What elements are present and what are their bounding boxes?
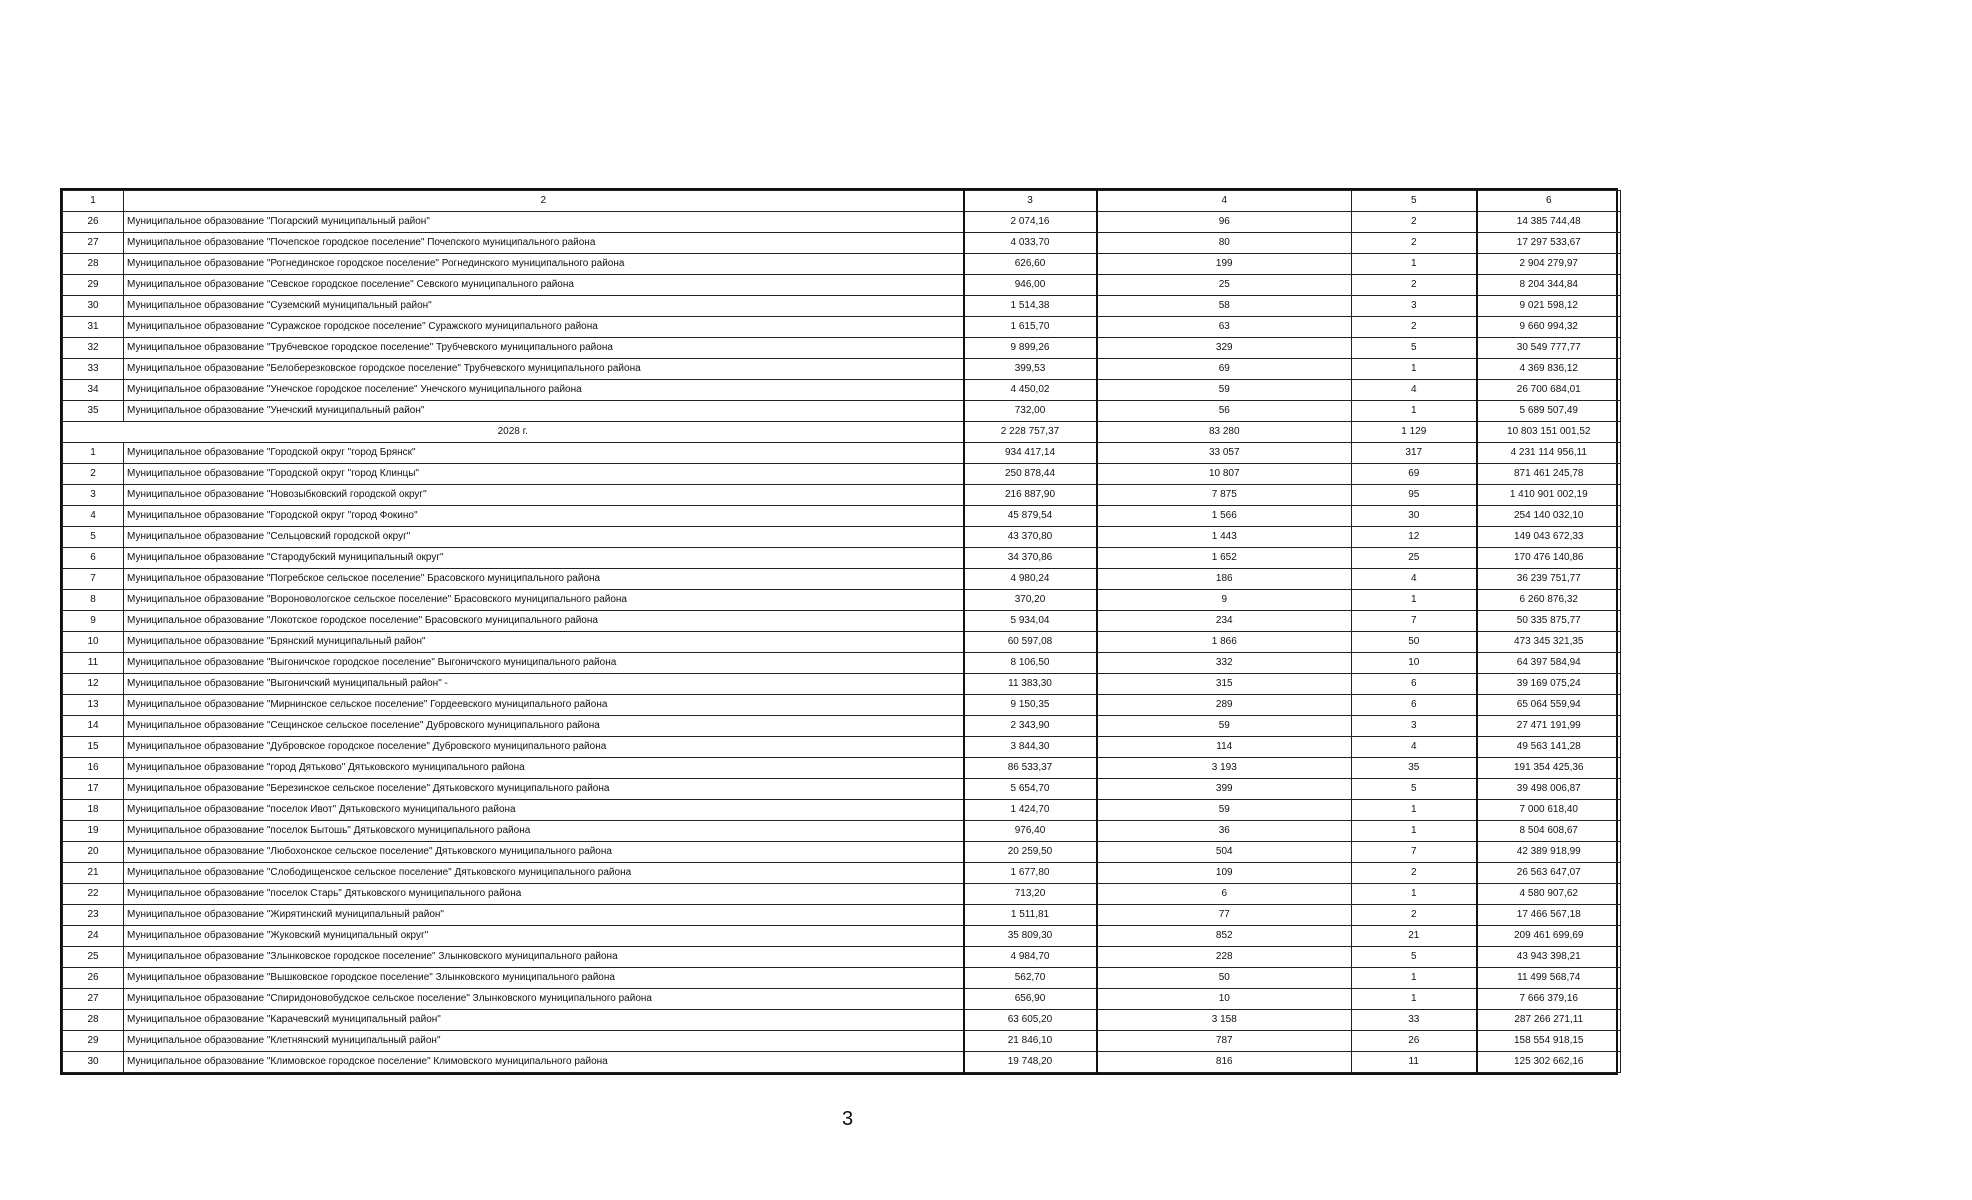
column-5-cell: 4 bbox=[1352, 380, 1477, 401]
municipality-name-cell: Муниципальное образование "Жирятинский муниципальный район" bbox=[124, 905, 964, 926]
column-6-cell: 254 140 032,10 bbox=[1477, 506, 1621, 527]
column-6-cell: 8 504 608,67 bbox=[1477, 821, 1621, 842]
column-3-cell: 370,20 bbox=[964, 590, 1097, 611]
column-5-cell: 11 bbox=[1352, 1052, 1477, 1073]
column-3-cell: 19 748,20 bbox=[964, 1052, 1097, 1073]
municipality-name-cell: Муниципальное образование "Почепское городское поселение" Почепского муниципального района bbox=[124, 233, 964, 254]
column-3-cell: 732,00 bbox=[964, 401, 1097, 422]
municipality-name-cell: Муниципальное образование "Погарский муниципальный район" bbox=[124, 212, 964, 233]
column-header: 3 bbox=[964, 191, 1097, 212]
column-5-cell: 95 bbox=[1352, 485, 1477, 506]
column-4-cell: 50 bbox=[1097, 968, 1352, 989]
row-number-cell: 20 bbox=[63, 842, 124, 863]
column-5-cell: 50 bbox=[1352, 632, 1477, 653]
row-number-cell: 9 bbox=[63, 611, 124, 632]
year-total-column-3: 2 228 757,37 bbox=[964, 422, 1097, 443]
column-header: 6 bbox=[1477, 191, 1621, 212]
column-6-cell: 17 297 533,67 bbox=[1477, 233, 1621, 254]
column-3-cell: 934 417,14 bbox=[964, 443, 1097, 464]
row-number-cell: 34 bbox=[63, 380, 124, 401]
column-5-cell: 1 bbox=[1352, 968, 1477, 989]
column-3-cell: 562,70 bbox=[964, 968, 1097, 989]
year-label-cell: 2028 г. bbox=[63, 422, 964, 443]
column-5-cell: 26 bbox=[1352, 1031, 1477, 1052]
column-4-cell: 234 bbox=[1097, 611, 1352, 632]
table-row bbox=[63, 884, 1621, 905]
table-row bbox=[63, 212, 1621, 233]
column-6-cell: 36 239 751,77 bbox=[1477, 569, 1621, 590]
column-3-cell: 21 846,10 bbox=[964, 1031, 1097, 1052]
column-5-cell: 3 bbox=[1352, 716, 1477, 737]
table-row bbox=[63, 380, 1621, 401]
table-row bbox=[63, 695, 1621, 716]
column-6-cell: 7 000 618,40 bbox=[1477, 800, 1621, 821]
column-4-cell: 1 443 bbox=[1097, 527, 1352, 548]
column-4-cell: 3 193 bbox=[1097, 758, 1352, 779]
municipality-name-cell: Муниципальное образование "Суземский муниципальный район" bbox=[124, 296, 964, 317]
column-4-cell: 58 bbox=[1097, 296, 1352, 317]
column-5-cell: 2 bbox=[1352, 905, 1477, 926]
column-5-cell: 5 bbox=[1352, 779, 1477, 800]
column-3-cell: 4 980,24 bbox=[964, 569, 1097, 590]
column-4-cell: 114 bbox=[1097, 737, 1352, 758]
column-5-cell: 1 bbox=[1352, 590, 1477, 611]
column-3-cell: 216 887,90 bbox=[964, 485, 1097, 506]
column-4-cell: 315 bbox=[1097, 674, 1352, 695]
table-row bbox=[63, 737, 1621, 758]
column-4-cell: 59 bbox=[1097, 716, 1352, 737]
table-row bbox=[63, 233, 1621, 254]
table-row bbox=[63, 443, 1621, 464]
column-4-cell: 332 bbox=[1097, 653, 1352, 674]
row-number-cell: 10 bbox=[63, 632, 124, 653]
column-5-cell: 1 bbox=[1352, 884, 1477, 905]
column-6-cell: 43 943 398,21 bbox=[1477, 947, 1621, 968]
municipality-name-cell: Муниципальное образование "Мирнинское сельское поселение" Гордеевского муниципального района bbox=[124, 695, 964, 716]
column-6-cell: 149 043 672,33 bbox=[1477, 527, 1621, 548]
column-6-cell: 4 369 836,12 bbox=[1477, 359, 1621, 380]
column-4-cell: 10 807 bbox=[1097, 464, 1352, 485]
column-4-cell: 7 875 bbox=[1097, 485, 1352, 506]
table-row bbox=[63, 569, 1621, 590]
column-header: 4 bbox=[1097, 191, 1352, 212]
column-3-cell: 86 533,37 bbox=[964, 758, 1097, 779]
column-5-cell: 1 bbox=[1352, 800, 1477, 821]
column-6-cell: 11 499 568,74 bbox=[1477, 968, 1621, 989]
column-4-cell: 329 bbox=[1097, 338, 1352, 359]
column-6-cell: 8 204 344,84 bbox=[1477, 275, 1621, 296]
row-number-cell: 16 bbox=[63, 758, 124, 779]
table-row bbox=[63, 968, 1621, 989]
column-6-cell: 191 354 425,36 bbox=[1477, 758, 1621, 779]
column-4-cell: 399 bbox=[1097, 779, 1352, 800]
table-row bbox=[63, 464, 1621, 485]
municipality-name-cell: Муниципальное образование "Спиридоновобудское сельское поселение" Злынковского муниципального района bbox=[124, 989, 964, 1010]
column-3-cell: 11 383,30 bbox=[964, 674, 1097, 695]
column-6-cell: 473 345 321,35 bbox=[1477, 632, 1621, 653]
row-number-cell: 26 bbox=[63, 212, 124, 233]
column-5-cell: 5 bbox=[1352, 947, 1477, 968]
column-4-cell: 816 bbox=[1097, 1052, 1352, 1073]
municipality-name-cell: Муниципальное образование "город Дятьково" Дятьковского муниципального района bbox=[124, 758, 964, 779]
municipality-name-cell: Муниципальное образование "Унечское городское поселение" Унечского муниципального района bbox=[124, 380, 964, 401]
table-row bbox=[63, 485, 1621, 506]
column-6-cell: 9 660 994,32 bbox=[1477, 317, 1621, 338]
municipality-name-cell: Муниципальное образование "Городской округ "город Клинцы" bbox=[124, 464, 964, 485]
column-3-cell: 3 844,30 bbox=[964, 737, 1097, 758]
column-4-cell: 69 bbox=[1097, 359, 1352, 380]
table-row bbox=[63, 821, 1621, 842]
column-3-cell: 1 615,70 bbox=[964, 317, 1097, 338]
column-4-cell: 199 bbox=[1097, 254, 1352, 275]
table-row bbox=[63, 359, 1621, 380]
column-3-cell: 5 654,70 bbox=[964, 779, 1097, 800]
column-4-cell: 289 bbox=[1097, 695, 1352, 716]
column-5-cell: 7 bbox=[1352, 842, 1477, 863]
column-6-cell: 27 471 191,99 bbox=[1477, 716, 1621, 737]
column-5-cell: 25 bbox=[1352, 548, 1477, 569]
column-4-cell: 787 bbox=[1097, 1031, 1352, 1052]
table-row bbox=[63, 338, 1621, 359]
municipality-name-cell: Муниципальное образование "Локотское городское поселение" Брасовского муниципального района bbox=[124, 611, 964, 632]
row-number-cell: 30 bbox=[63, 296, 124, 317]
column-4-cell: 59 bbox=[1097, 380, 1352, 401]
row-number-cell: 6 bbox=[63, 548, 124, 569]
column-6-cell: 42 389 918,99 bbox=[1477, 842, 1621, 863]
table-row bbox=[63, 506, 1621, 527]
row-number-cell: 24 bbox=[63, 926, 124, 947]
municipality-name-cell: Муниципальное образование "Унечский муниципальный район" bbox=[124, 401, 964, 422]
row-number-cell: 26 bbox=[63, 968, 124, 989]
column-4-cell: 228 bbox=[1097, 947, 1352, 968]
column-3-cell: 9 899,26 bbox=[964, 338, 1097, 359]
municipality-name-cell: Муниципальное образование "Севское городское поселение" Севского муниципального района bbox=[124, 275, 964, 296]
column-3-cell: 713,20 bbox=[964, 884, 1097, 905]
column-4-cell: 56 bbox=[1097, 401, 1352, 422]
column-3-cell: 4 450,02 bbox=[964, 380, 1097, 401]
row-number-cell: 23 bbox=[63, 905, 124, 926]
column-4-cell: 3 158 bbox=[1097, 1010, 1352, 1031]
column-5-cell: 21 bbox=[1352, 926, 1477, 947]
row-number-cell: 28 bbox=[63, 1010, 124, 1031]
row-number-cell: 18 bbox=[63, 800, 124, 821]
column-6-cell: 64 397 584,94 bbox=[1477, 653, 1621, 674]
column-4-cell: 6 bbox=[1097, 884, 1352, 905]
column-6-cell: 17 466 567,18 bbox=[1477, 905, 1621, 926]
column-5-cell: 2 bbox=[1352, 212, 1477, 233]
table-row bbox=[63, 548, 1621, 569]
table-row bbox=[63, 317, 1621, 338]
column-6-cell: 65 064 559,94 bbox=[1477, 695, 1621, 716]
column-3-cell: 656,90 bbox=[964, 989, 1097, 1010]
row-number-cell: 21 bbox=[63, 863, 124, 884]
column-5-cell: 1 bbox=[1352, 989, 1477, 1010]
row-number-cell: 32 bbox=[63, 338, 124, 359]
column-3-cell: 45 879,54 bbox=[964, 506, 1097, 527]
table-row bbox=[63, 842, 1621, 863]
column-6-cell: 287 266 271,11 bbox=[1477, 1010, 1621, 1031]
column-number-row bbox=[63, 191, 1621, 212]
table-body bbox=[63, 191, 1621, 1073]
row-number-cell: 7 bbox=[63, 569, 124, 590]
column-6-cell: 170 476 140,86 bbox=[1477, 548, 1621, 569]
municipality-name-cell: Муниципальное образование "Новозыбковский городской округ" bbox=[124, 485, 964, 506]
municipality-name-cell: Муниципальное образование "Сельцовский городской округ" bbox=[124, 527, 964, 548]
column-4-cell: 25 bbox=[1097, 275, 1352, 296]
column-5-cell: 10 bbox=[1352, 653, 1477, 674]
municipality-name-cell: Муниципальное образование "Выгоничский муниципальный район" - bbox=[124, 674, 964, 695]
column-5-cell: 3 bbox=[1352, 296, 1477, 317]
column-4-cell: 80 bbox=[1097, 233, 1352, 254]
column-3-cell: 946,00 bbox=[964, 275, 1097, 296]
column-5-cell: 4 bbox=[1352, 569, 1477, 590]
column-5-cell: 35 bbox=[1352, 758, 1477, 779]
column-6-cell: 26 563 647,07 bbox=[1477, 863, 1621, 884]
table-row bbox=[63, 926, 1621, 947]
municipality-name-cell: Муниципальное образование "Клетнянский муниципальный район" bbox=[124, 1031, 964, 1052]
column-4-cell: 10 bbox=[1097, 989, 1352, 1010]
municipality-name-cell: Муниципальное образование "Вышковское городское поселение" Злынковского муниципального района bbox=[124, 968, 964, 989]
column-4-cell: 852 bbox=[1097, 926, 1352, 947]
table-row bbox=[63, 674, 1621, 695]
column-3-cell: 60 597,08 bbox=[964, 632, 1097, 653]
column-4-cell: 9 bbox=[1097, 590, 1352, 611]
row-number-cell: 4 bbox=[63, 506, 124, 527]
column-6-cell: 871 461 245,78 bbox=[1477, 464, 1621, 485]
column-6-cell: 39 498 006,87 bbox=[1477, 779, 1621, 800]
table-row bbox=[63, 905, 1621, 926]
table-row bbox=[63, 1031, 1621, 1052]
column-6-cell: 39 169 075,24 bbox=[1477, 674, 1621, 695]
municipality-name-cell: Муниципальное образование "Слободищенское сельское поселение" Дятьковского муниципального района bbox=[124, 863, 964, 884]
data-table bbox=[62, 190, 1621, 1073]
column-5-cell: 2 bbox=[1352, 317, 1477, 338]
row-number-cell: 25 bbox=[63, 947, 124, 968]
column-3-cell: 399,53 bbox=[964, 359, 1097, 380]
row-number-cell: 8 bbox=[63, 590, 124, 611]
column-4-cell: 33 057 bbox=[1097, 443, 1352, 464]
column-4-cell: 1 652 bbox=[1097, 548, 1352, 569]
municipality-name-cell: Муниципальное образование "Трубчевское городское поселение" Трубчевского муниципального района bbox=[124, 338, 964, 359]
column-3-cell: 626,60 bbox=[964, 254, 1097, 275]
table-row bbox=[63, 254, 1621, 275]
table-row bbox=[63, 590, 1621, 611]
column-4-cell: 59 bbox=[1097, 800, 1352, 821]
row-number-cell: 28 bbox=[63, 254, 124, 275]
row-number-cell: 31 bbox=[63, 317, 124, 338]
table-row bbox=[63, 947, 1621, 968]
year-total-column-5: 1 129 bbox=[1352, 422, 1477, 443]
column-6-cell: 49 563 141,28 bbox=[1477, 737, 1621, 758]
column-5-cell: 317 bbox=[1352, 443, 1477, 464]
column-3-cell: 20 259,50 bbox=[964, 842, 1097, 863]
municipality-name-cell: Муниципальное образование "Злынковское городское поселение" Злынковского муниципального района bbox=[124, 947, 964, 968]
column-3-cell: 4 984,70 bbox=[964, 947, 1097, 968]
column-5-cell: 2 bbox=[1352, 233, 1477, 254]
column-3-cell: 250 878,44 bbox=[964, 464, 1097, 485]
municipality-name-cell: Муниципальное образование "Белоберезковское городское поселение" Трубчевского муниципального района bbox=[124, 359, 964, 380]
column-5-cell: 69 bbox=[1352, 464, 1477, 485]
table-row bbox=[63, 716, 1621, 737]
column-5-cell: 6 bbox=[1352, 695, 1477, 716]
column-4-cell: 36 bbox=[1097, 821, 1352, 842]
column-6-cell: 50 335 875,77 bbox=[1477, 611, 1621, 632]
column-header: 5 bbox=[1352, 191, 1477, 212]
column-6-cell: 14 385 744,48 bbox=[1477, 212, 1621, 233]
column-5-cell: 1 bbox=[1352, 401, 1477, 422]
column-6-cell: 1 410 901 002,19 bbox=[1477, 485, 1621, 506]
page-number: 3 bbox=[842, 1108, 854, 1130]
table-row bbox=[63, 611, 1621, 632]
municipality-name-cell: Муниципальное образование "Любохонское сельское поселение" Дятьковского муниципального района bbox=[124, 842, 964, 863]
municipality-name-cell: Муниципальное образование "Жуковский муниципальный округ" bbox=[124, 926, 964, 947]
column-3-cell: 4 033,70 bbox=[964, 233, 1097, 254]
column-3-cell: 1 511,81 bbox=[964, 905, 1097, 926]
row-number-cell: 27 bbox=[63, 233, 124, 254]
table-row bbox=[63, 296, 1621, 317]
row-number-cell: 35 bbox=[63, 401, 124, 422]
table-row bbox=[63, 1052, 1621, 1073]
column-5-cell: 5 bbox=[1352, 338, 1477, 359]
table-row bbox=[63, 758, 1621, 779]
municipality-name-cell: Муниципальное образование "Сещинское сельское поселение" Дубровского муниципального района bbox=[124, 716, 964, 737]
municipality-name-cell: Муниципальное образование "поселок Бытошь" Дятьковского муниципального района bbox=[124, 821, 964, 842]
column-3-cell: 35 809,30 bbox=[964, 926, 1097, 947]
column-3-cell: 8 106,50 bbox=[964, 653, 1097, 674]
column-5-cell: 4 bbox=[1352, 737, 1477, 758]
column-header: 1 bbox=[63, 191, 124, 212]
column-5-cell: 1 bbox=[1352, 359, 1477, 380]
column-6-cell: 7 666 379,16 bbox=[1477, 989, 1621, 1010]
municipality-name-cell: Муниципальное образование "Дубровское городское поселение" Дубровского муниципального района bbox=[124, 737, 964, 758]
row-number-cell: 15 bbox=[63, 737, 124, 758]
column-6-cell: 209 461 699,69 bbox=[1477, 926, 1621, 947]
table-row bbox=[63, 1010, 1621, 1031]
column-5-cell: 7 bbox=[1352, 611, 1477, 632]
column-3-cell: 1 514,38 bbox=[964, 296, 1097, 317]
column-5-cell: 1 bbox=[1352, 821, 1477, 842]
data-table-frame bbox=[60, 188, 1618, 1075]
column-5-cell: 33 bbox=[1352, 1010, 1477, 1031]
municipality-name-cell: Муниципальное образование "Рогнединское городское поселение" Рогнединского муниципального района bbox=[124, 254, 964, 275]
row-number-cell: 22 bbox=[63, 884, 124, 905]
row-number-cell: 33 bbox=[63, 359, 124, 380]
municipality-name-cell: Муниципальное образование "Вороновологское сельское поселение" Брасовского муниципального района bbox=[124, 590, 964, 611]
row-number-cell: 14 bbox=[63, 716, 124, 737]
municipality-name-cell: Муниципальное образование "Климовское городское поселение" Климовского муниципального района bbox=[124, 1052, 964, 1073]
column-3-cell: 1 424,70 bbox=[964, 800, 1097, 821]
table-row bbox=[63, 527, 1621, 548]
row-number-cell: 19 bbox=[63, 821, 124, 842]
column-3-cell: 1 677,80 bbox=[964, 863, 1097, 884]
table-row bbox=[63, 779, 1621, 800]
column-3-cell: 2 343,90 bbox=[964, 716, 1097, 737]
column-3-cell: 5 934,04 bbox=[964, 611, 1097, 632]
column-6-cell: 125 302 662,16 bbox=[1477, 1052, 1621, 1073]
column-3-cell: 34 370,86 bbox=[964, 548, 1097, 569]
column-4-cell: 504 bbox=[1097, 842, 1352, 863]
column-3-cell: 976,40 bbox=[964, 821, 1097, 842]
row-number-cell: 13 bbox=[63, 695, 124, 716]
row-number-cell: 29 bbox=[63, 1031, 124, 1052]
column-5-cell: 6 bbox=[1352, 674, 1477, 695]
row-number-cell: 3 bbox=[63, 485, 124, 506]
municipality-name-cell: Муниципальное образование "Карачевский муниципальный район" bbox=[124, 1010, 964, 1031]
column-5-cell: 12 bbox=[1352, 527, 1477, 548]
table-row bbox=[63, 653, 1621, 674]
column-4-cell: 1 566 bbox=[1097, 506, 1352, 527]
column-6-cell: 2 904 279,97 bbox=[1477, 254, 1621, 275]
column-6-cell: 26 700 684,01 bbox=[1477, 380, 1621, 401]
year-total-column-4: 83 280 bbox=[1097, 422, 1352, 443]
column-6-cell: 5 689 507,49 bbox=[1477, 401, 1621, 422]
row-number-cell: 12 bbox=[63, 674, 124, 695]
column-6-cell: 9 021 598,12 bbox=[1477, 296, 1621, 317]
column-4-cell: 186 bbox=[1097, 569, 1352, 590]
table-row bbox=[63, 989, 1621, 1010]
municipality-name-cell: Муниципальное образование "Брянский муниципальный район" bbox=[124, 632, 964, 653]
row-number-cell: 2 bbox=[63, 464, 124, 485]
column-5-cell: 30 bbox=[1352, 506, 1477, 527]
column-3-cell: 63 605,20 bbox=[964, 1010, 1097, 1031]
municipality-name-cell: Муниципальное образование "Березинское сельское поселение" Дятьковского муниципального района bbox=[124, 779, 964, 800]
column-3-cell: 9 150,35 bbox=[964, 695, 1097, 716]
column-4-cell: 77 bbox=[1097, 905, 1352, 926]
municipality-name-cell: Муниципальное образование "Стародубский муниципальный округ" bbox=[124, 548, 964, 569]
column-4-cell: 109 bbox=[1097, 863, 1352, 884]
column-6-cell: 30 549 777,77 bbox=[1477, 338, 1621, 359]
municipality-name-cell: Муниципальное образование "поселок Старь" Дятьковского муниципального района bbox=[124, 884, 964, 905]
table-row bbox=[63, 800, 1621, 821]
column-6-cell: 4 231 114 956,11 bbox=[1477, 443, 1621, 464]
table-row bbox=[63, 863, 1621, 884]
municipality-name-cell: Муниципальное образование "Выгоничское городское поселение" Выгоничского муниципального района bbox=[124, 653, 964, 674]
year-total-column-6: 10 803 151 001,52 bbox=[1477, 422, 1621, 443]
column-5-cell: 2 bbox=[1352, 863, 1477, 884]
column-4-cell: 96 bbox=[1097, 212, 1352, 233]
column-6-cell: 6 260 876,32 bbox=[1477, 590, 1621, 611]
municipality-name-cell: Муниципальное образование "Суражское городское поселение" Суражского муниципального района bbox=[124, 317, 964, 338]
column-6-cell: 158 554 918,15 bbox=[1477, 1031, 1621, 1052]
column-4-cell: 63 bbox=[1097, 317, 1352, 338]
column-3-cell: 43 370,80 bbox=[964, 527, 1097, 548]
column-3-cell: 2 074,16 bbox=[964, 212, 1097, 233]
table-row bbox=[63, 275, 1621, 296]
column-header: 2 bbox=[124, 191, 964, 212]
municipality-name-cell: Муниципальное образование "поселок Ивот" Дятьковского муниципального района bbox=[124, 800, 964, 821]
table-row bbox=[63, 401, 1621, 422]
municipality-name-cell: Муниципальное образование "Городской округ "город Брянск" bbox=[124, 443, 964, 464]
row-number-cell: 5 bbox=[63, 527, 124, 548]
row-number-cell: 27 bbox=[63, 989, 124, 1010]
row-number-cell: 30 bbox=[63, 1052, 124, 1073]
column-4-cell: 1 866 bbox=[1097, 632, 1352, 653]
year-total-row bbox=[63, 422, 1621, 443]
column-5-cell: 2 bbox=[1352, 275, 1477, 296]
municipality-name-cell: Муниципальное образование "Погребское сельское поселение" Брасовского муниципального района bbox=[124, 569, 964, 590]
row-number-cell: 17 bbox=[63, 779, 124, 800]
row-number-cell: 29 bbox=[63, 275, 124, 296]
row-number-cell: 1 bbox=[63, 443, 124, 464]
municipality-name-cell: Муниципальное образование "Городской округ "город Фокино" bbox=[124, 506, 964, 527]
row-number-cell: 11 bbox=[63, 653, 124, 674]
column-6-cell: 4 580 907,62 bbox=[1477, 884, 1621, 905]
table-row bbox=[63, 632, 1621, 653]
column-5-cell: 1 bbox=[1352, 254, 1477, 275]
